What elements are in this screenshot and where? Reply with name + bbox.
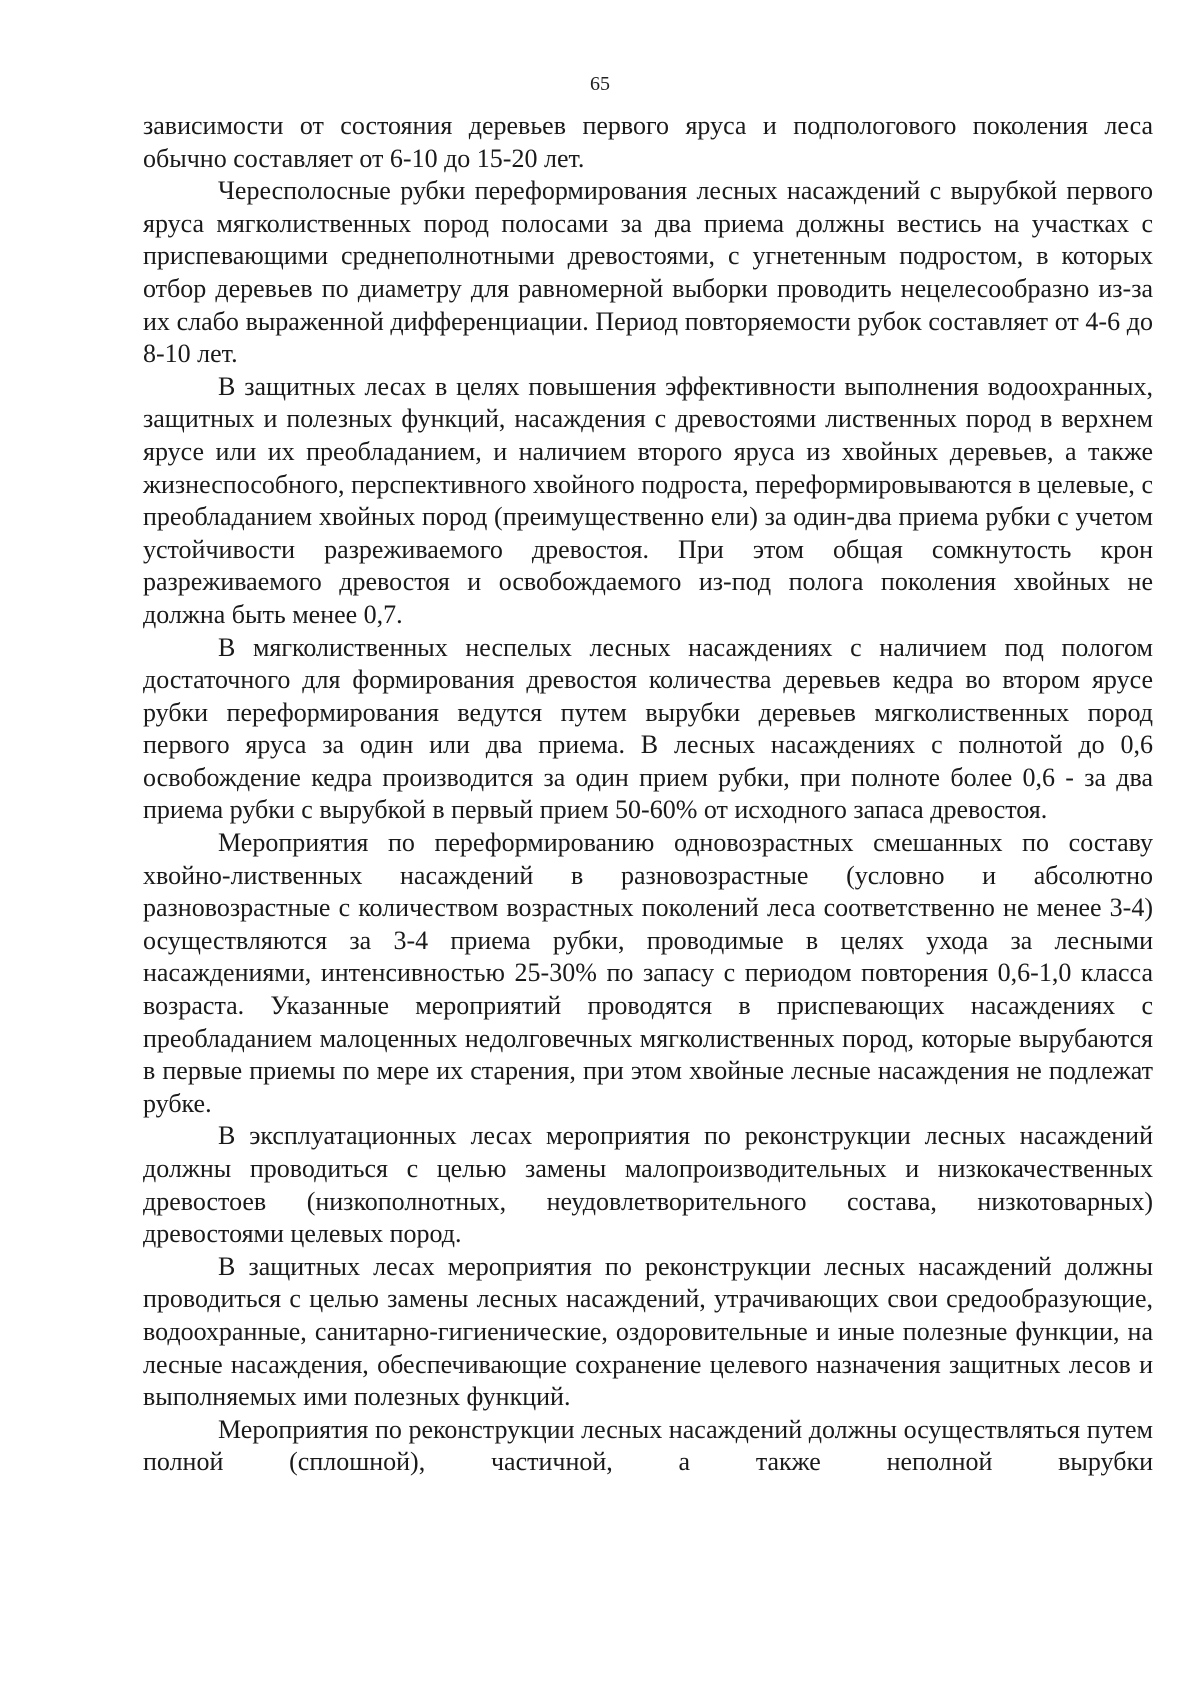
document-body [143, 110, 1153, 1479]
paragraph-truncated: Мероприятия по реконструкции лесных насаждений должны осуществляться путем полной (сплошной), частичной, а также неполной вырубки [143, 1414, 1153, 1477]
paragraph: В защитных лесах в целях повышения эффективности выполнения водоохранных, защитных и полезных функций, насаждения с древостоями лиственных пород в верхнем ярусе или их преобладанием, и наличием второго яруса из хвойных деревьев, а также жизнеспособного, перспективного хвойного подроста, переформировываются в целевые, с преобладанием хвойных пород (преимущественно ели) за один-два приема рубки с учетом устойчивости разреживаемого древостоя. При этом общая сомкнутость крон разреживаемого древостоя и освобождаемого из-под полога поколения хвойных не должна быть менее 0,7. [143, 371, 1153, 629]
paragraph: В эксплуатационных лесах мероприятия по реконструкции лесных насаждений должны проводиться с целью замены малопроизводительных и низкокачественных древостоев (низкополнотных, неудовлетворительного состава, низкотоварных) древостоями целевых пород. [143, 1121, 1153, 1249]
paragraph: Чересполосные рубки переформирования лесных насаждений с вырубкой первого яруса мягколиственных пород полосами за два приема должны вестись на участках с приспевающими среднеполнотными древостоями, с угнетенным подростом, в которых отбор деревьев по диаметру для равномерной выборки проводить нецелесообразно из-за их слабо выраженной дифференциации. Период повторяемости рубок составляет от 4-6 до 8-10 лет. [143, 176, 1153, 369]
paragraph: В защитных лесах мероприятия по реконструкции лесных насаждений должны проводиться с целью замены лесных насаждений, утрачивающих свои средообразующие, водоохранные, санитарно-гигиенические, оздоровительные и иные полезные функции, на лесные насаждения, обеспечивающие сохранение целевого назначения защитных лесов и выполняемых ими полезных функций. [143, 1251, 1153, 1412]
paragraph: Мероприятия по переформированию одновозрастных смешанных по составу хвойно-лиственных насаждений в разновозрастные (условно и абсолютно разновозрастные с количеством возрастных поколений леса соответственно не менее 3-4) осуществляются за 3-4 приема рубки, проводимые в целях ухода за лесными насаждениями, интенсивностью 25-30% по запасу с периодом повторения 0,6-1,0 класса возраста. Указанные мероприятий проводятся в приспевающих насаждениях с преобладанием малоценных недолговечных мягколиственных пород, которые вырубаются в первые приемы по мере их старения, при этом хвойные лесные насаждения не подлежат рубке. [143, 828, 1153, 1118]
paragraph-continuation: зависимости от состояния деревьев первого яруса и подпологового поколения леса обычно составляет от 6-10 до 15-20 лет. [143, 111, 1153, 173]
paragraph: В мягколиственных неспелых лесных насаждениях с наличием под пологом достаточного для формирования древостоя количества деревьев кедра во втором ярусе рубки переформирования ведутся путем вырубки деревьев мягколиственных пород первого яруса за один или два приема. В лесных насаждениях с полнотой до 0,6 освобождение кедра производится за один прием рубки, при полноте более 0,6 - за два приема рубки с вырубкой в первый прием 50-60% от исходного запаса древостоя. [143, 632, 1153, 825]
page-number: 65 [590, 73, 610, 95]
